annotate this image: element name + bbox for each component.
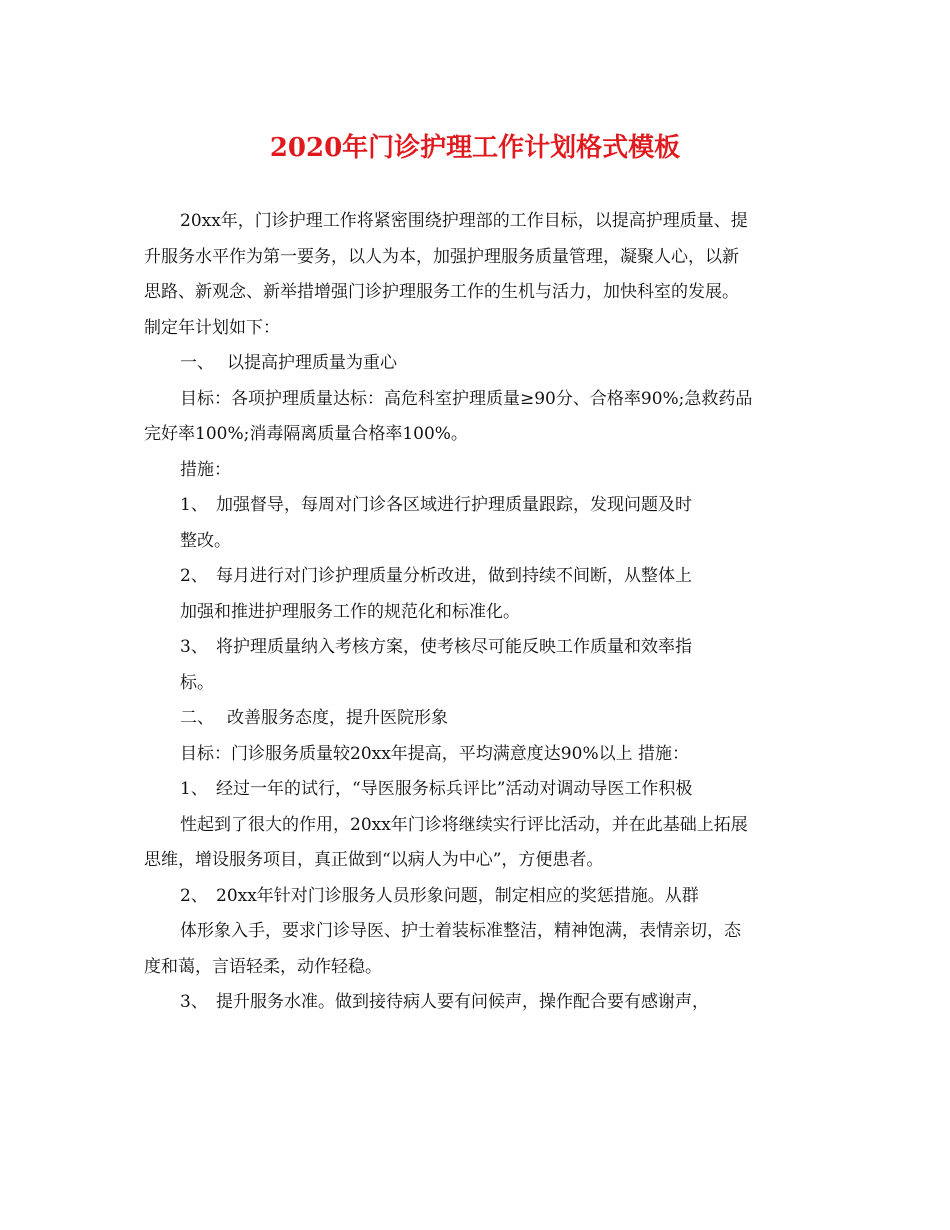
list-item-text: 加强督导，每周对门诊各区域进行护理质量跟踪，发现问题及时 [216,495,692,515]
document-title: 2020年门诊护理工作计划格式模板 [269,133,681,163]
list-number: 3、 [180,992,208,1012]
paragraph-line: 20xx年，门诊护理工作将紧密围绕护理部的工作目标，以提高护理质量、提 [180,211,748,231]
section-marker: 一、 [180,353,214,373]
list-item-text: 将护理质量纳入考核方案，使考核尽可能反映工作质量和效率指 [216,637,692,657]
paragraph-line: 措施： [180,459,231,480]
paragraph-line: 完好率100%;消毒隔离质量合格率100%。 [144,424,468,444]
list-number: 2、 [180,566,208,586]
paragraph-line: 升服务水平作为第一要务，以人为本，加强护理服务质量管理，凝聚人心，以新 [144,246,739,267]
paragraph-line: 标。 [180,672,214,693]
list-number: 2、 [180,885,208,906]
paragraph-line: 制定年计划如下： [144,317,280,338]
list-item-text: 提升服务水准。做到接待病人要有问候声，操作配合要有感谢声， [216,992,709,1012]
paragraph-line: 加强和推进护理服务工作的规范化和标准化。 [180,601,520,622]
list-item [144,772,806,808]
section-heading-1 [144,346,806,382]
document-body [144,204,806,1021]
list-item [144,985,806,1021]
list-number: 3、 [180,637,208,657]
list-item [144,879,806,915]
paragraph-line: 思路、新观念、新举措增强门诊护理服务工作的生机与活力，加快科室的发展。 [144,282,739,302]
paragraph-line: 度和蔼，言语轻柔，动作轻稳。 [144,956,382,977]
list-item-text: 每月进行对门诊护理质量分析改进，做到持续不间断，从整体上 [216,566,692,586]
paragraph-line: 体形象入手，要求门诊导医、护士着装标准整洁，精神饱满，表情亲切，态 [180,921,741,941]
paragraph-line: 目标：各项护理质量达标：高危科室护理质量≥90分、合格率90%;急救药品 [180,388,753,409]
paragraph-line: 思维，增设服务项目，真正做到“以病人为中心”，方便患者。 [144,850,604,870]
section-marker: 二、 [180,708,214,728]
list-item-text: 20xx年针对门诊服务人员形象问题，制定相应的奖惩措施。从群 [216,885,699,906]
list-number: 1、 [180,779,208,799]
list-item [144,630,806,666]
list-item-text: 经过一年的试行，“导医服务标兵评比”活动对调动导医工作积极 [216,779,693,799]
list-item [144,559,806,595]
paragraph-line: 整改。 [180,530,231,551]
section-heading-2 [144,701,806,737]
list-item [144,488,806,524]
list-number: 1、 [180,495,208,515]
paragraph-line: 性起到了很大的作用，20xx年门诊将继续实行评比活动，并在此基础上拓展 [180,814,748,835]
section-heading-text: 以提高护理质量为重心 [227,353,397,373]
paragraph-line: 目标：门诊服务质量较20xx年提高，平均满意度达90%以上 措施： [180,743,689,764]
section-heading-text: 改善服务态度，提升医院形象 [227,708,448,728]
